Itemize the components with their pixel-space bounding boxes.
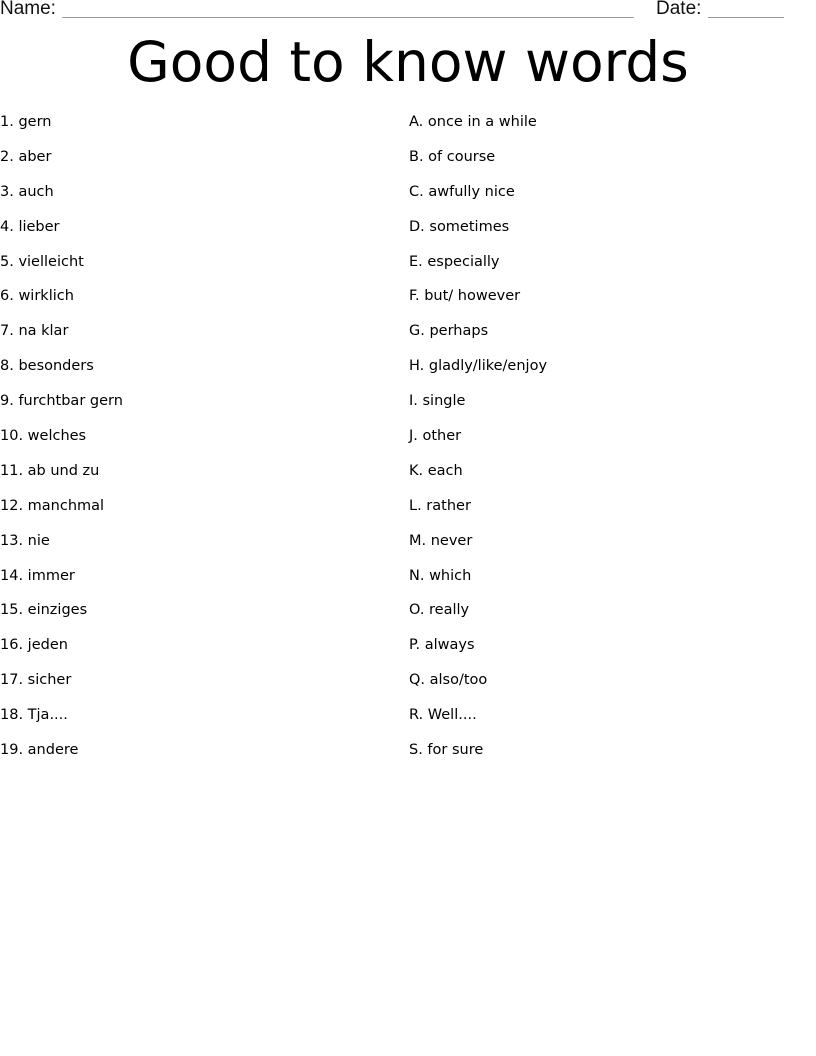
term-item: 14. immer xyxy=(0,567,75,584)
term-item: 1. gern xyxy=(0,114,52,130)
definition-item: E. especially xyxy=(409,253,500,270)
term-item: 19. andere xyxy=(0,742,79,759)
header-row xyxy=(0,0,816,24)
definition-item: K. each xyxy=(409,462,463,479)
date-field-line[interactable] xyxy=(708,17,784,18)
definition-item: R. Well.... xyxy=(409,707,477,724)
definition-item: G. perhaps xyxy=(409,323,489,340)
term-item: 12. manchmal xyxy=(0,497,105,514)
definition-item: N. which xyxy=(409,567,472,584)
definition-item: P. always xyxy=(409,637,475,654)
term-item: 13. nie xyxy=(0,532,50,549)
term-item: 6. wirklich xyxy=(0,288,74,305)
term-item: 17. sicher xyxy=(0,672,72,689)
term-item: 9. furchtbar gern xyxy=(0,393,123,410)
term-item: 2. aber xyxy=(0,148,52,165)
date-label: Date: xyxy=(656,0,702,19)
definition-item: J. other xyxy=(409,428,462,445)
term-item: 5. vielleicht xyxy=(0,253,84,270)
definition-item: O. really xyxy=(409,602,470,619)
definition-item: A. once in a while xyxy=(409,114,537,130)
definition-item: C. awfully nice xyxy=(409,183,515,200)
term-item: 8. besonders xyxy=(0,358,94,375)
terms-column xyxy=(0,110,123,773)
definition-item: B. of course xyxy=(409,148,496,165)
definition-item: F. but/ however xyxy=(409,288,521,305)
definition-item: M. never xyxy=(409,532,473,549)
term-item: 10. welches xyxy=(0,428,87,445)
definition-item: I. single xyxy=(409,393,466,410)
term-item: 4. lieber xyxy=(0,218,60,235)
term-item: 15. einziges xyxy=(0,602,88,619)
term-item: 7. na klar xyxy=(0,323,69,340)
term-item: 3. auch xyxy=(0,183,54,200)
term-item: 11. ab und zu xyxy=(0,462,100,479)
page-title: Good to know words xyxy=(127,30,689,94)
definition-item: L. rather xyxy=(409,497,471,514)
definition-item: D. sometimes xyxy=(409,218,510,235)
name-label: Name: xyxy=(0,0,56,19)
name-field-line[interactable] xyxy=(62,17,634,18)
definition-item: H. gladly/like/enjoy xyxy=(409,358,548,375)
definition-item: Q. also/too xyxy=(409,672,488,689)
definitions-column xyxy=(409,110,547,773)
term-item: 18. Tja.... xyxy=(0,707,68,724)
definition-item: S. for sure xyxy=(409,742,484,759)
term-item: 16. jeden xyxy=(0,637,68,654)
